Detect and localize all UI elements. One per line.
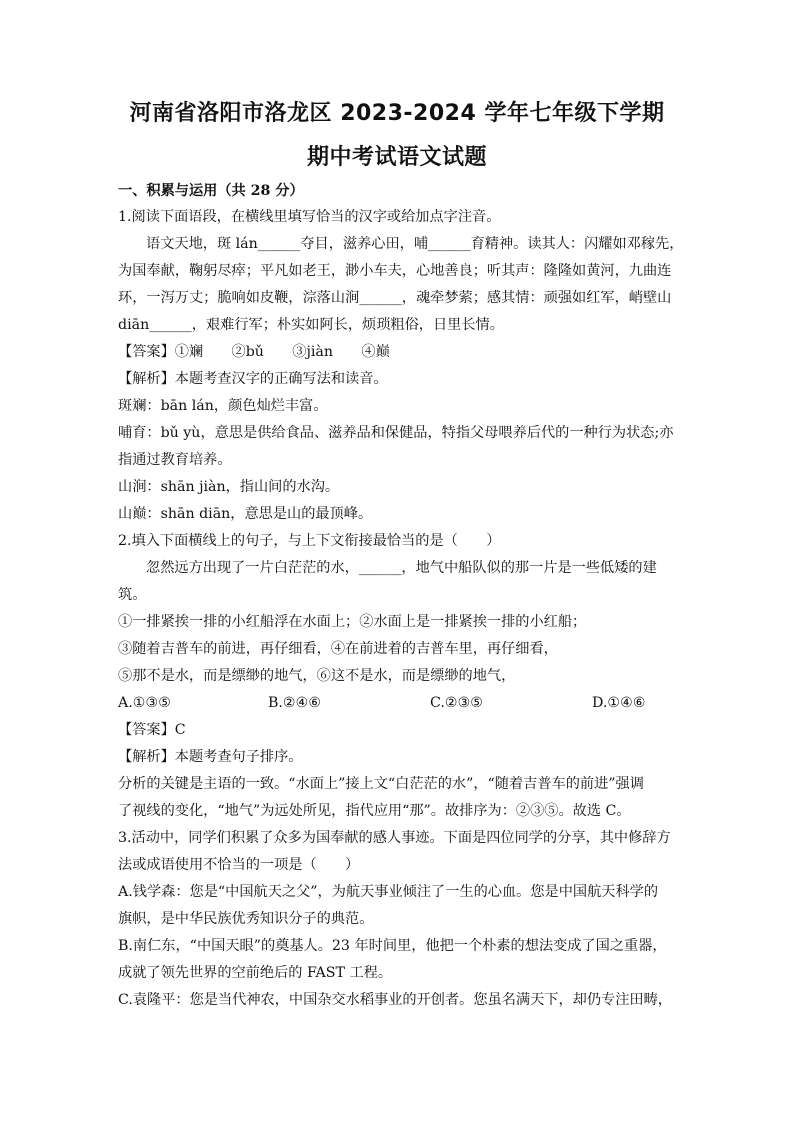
option-d: D.①④⑥ [592,695,646,711]
page-subtitle: 期中考试语文试题 [306,145,487,170]
q2-passage-line: 忽然远方出现了一片白茫茫的水，______，地气中船队似的那一片是一些低矮的建 [146,560,657,576]
q1-stem: 1.阅读下面语段，在横线里填写恰当的汉字或给加点字注音。 [118,209,501,225]
q1-analysis-line: 指通过教育培养。 [118,452,232,468]
q1-analysis-head: 【解析】本题考查汉字的正确写法和读音。 [118,371,388,387]
q1-passage-line: 语文天地，斑 lán______夺目，滋养心田，哺______育精神。读其人：闪耀如邓稼先， [146,236,684,252]
q2-choice-line: ⑤那不是水，而是缥缈的地气，⑥这不是水，而是缥缈的地气， [118,668,516,684]
q2-analysis-head: 【解析】本题考查句子排序。 [118,749,303,765]
q1-analysis-line: 斑斓：bān lán，颜色灿烂丰富。 [118,398,328,414]
q2-answer: 【答案】C [118,722,186,738]
q3-option-line: 成就了领先世界的空前绝后的 FAST 工程。 [118,965,393,981]
q2-analysis-line: 了视线的变化，“地气”为远处所见，指代应用“那”。故排序为：②③⑤。故选 C。 [118,803,631,819]
q1-analysis-line: 山巅：shān diān，意思是山的最顶峰。 [118,506,373,522]
q1-analysis-line: 哺育：bǔ yù，意思是供给食品、滋养品和保健品，特指父母喂养后代的一种行为状态;亦 [118,425,674,441]
option-a: A.①③⑤ [118,695,171,711]
q2-choice-line: ③随着吉普车的前进，再仔细看，④在前进着的吉普车里，再仔细看， [118,641,558,657]
q2-choice-line: ①一排紧挨一排的小红船浮在水面上；②水面上是一排紧挨一排的小红船； [118,614,587,630]
section-heading: 一、积累与运用（共 28 分） [118,183,304,199]
q3-stem-line: 法或成语使用不恰当的一项是（ ） [118,857,360,873]
q3-option-line: 旗帜，是中华民族优秀知识分子的典范。 [118,911,374,927]
q3-stem-line: 3.活动中，同学们积累了众多为国奉献的感人事迹。下面是四位同学的分享，其中修辞方 [118,830,671,846]
q2-passage-line: 筑。 [118,587,147,603]
q1-answer: 【答案】①斓 ②bǔ ③jiàn ④巅 [118,344,390,360]
option-b: B.②④⑥ [268,695,322,711]
q2-analysis-line: 分析的关键是主语的一致。“水面上”接上文“白茫茫的水”，“随着吉普车的前进”强调 [118,776,644,792]
q3-option-line: A.钱学森：您是“中国航天之父”，为航天事业倾注了一生的心血。您是中国航天科学的 [118,884,659,900]
page-title: 河南省洛阳市洛龙区 2023-2024 学年七年级下学期 [129,101,665,126]
q1-analysis-line: 山涧：shān jiàn，指山间的水沟。 [118,479,340,495]
q3-option-line: B.南仁东，“中国天眼”的奠基人。23 年时间里，他把一个朴素的想法变成了国之重器， [118,938,667,954]
q1-passage-line: 环，一泻万丈；脆响如皮鞭，淙落山涧______，魂牵梦萦；感其情：顽强如红军，峭壁山 [118,290,672,306]
q1-passage-line: 为国奉献，鞠躬尽瘁；平凡如老王，渺小车夫，心地善良；听其声：隆隆如黄河，九曲连 [118,263,672,279]
q1-passage-line: diān______，艰难行军；朴实如阿长，烦琐粗俗，日里长情。 [118,317,504,333]
q3-option-line: C.袁隆平：您是当代神农，中国杂交水稻事业的开创者。您虽名满天下，却仍专注田畴， [118,992,672,1008]
q2-stem: 2.填入下面横线上的句子，与上下文衔接最恰当的是（ ） [118,533,501,549]
option-c: C.②③⑤ [430,695,484,711]
